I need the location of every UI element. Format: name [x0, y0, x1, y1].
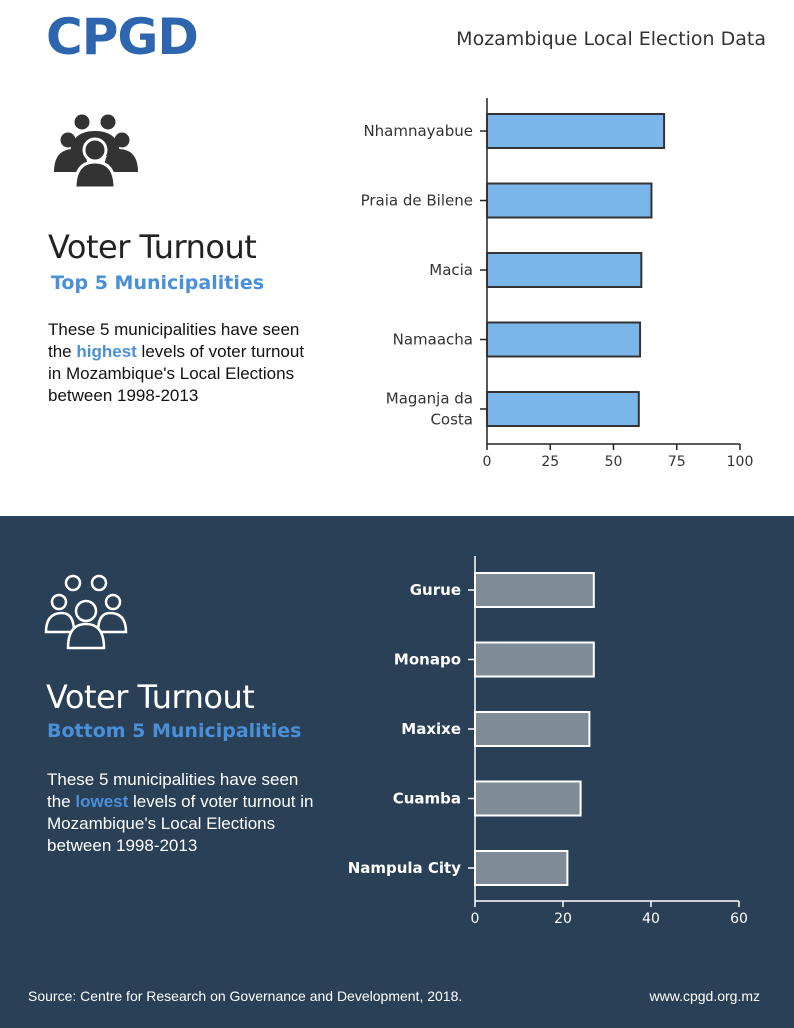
category-label: Nampula City	[347, 859, 461, 877]
category-label: Nhamnayabue	[363, 122, 473, 140]
category-label: Maganja da Costa	[385, 389, 473, 429]
site-title: Mozambique Local Election Data	[456, 28, 766, 50]
cpgd-logo[interactable]: CPGD	[46, 8, 198, 66]
bar	[475, 712, 589, 746]
bottom-section	[0, 516, 794, 1028]
bar	[487, 253, 641, 287]
category-label: Macia	[429, 261, 473, 279]
x-tick-label: 40	[642, 911, 660, 927]
highlight-word: lowest	[75, 792, 129, 811]
bar	[487, 184, 651, 218]
category-label: Namaacha	[392, 330, 473, 349]
source-note: Source: Centre for Research on Governance and Development, 2018.	[28, 988, 463, 1004]
x-tick-label: 0	[482, 454, 492, 470]
top-description: These 5 municipalities have seen the highest levels of voter turnout in Mozambique's Local Elections between 1998-2013	[48, 320, 305, 405]
x-tick-label: 20	[554, 911, 572, 927]
highlight-word: highest	[76, 342, 137, 361]
bar	[487, 114, 664, 148]
bar	[475, 851, 567, 885]
bottom-bar-chart	[0, 516, 794, 1028]
x-tick-label: 50	[604, 454, 623, 470]
bottom-heading: Voter Turnout	[46, 678, 255, 716]
x-tick-label: 100	[726, 454, 754, 470]
category-label: Praia de Bilene	[360, 191, 473, 210]
x-tick-label: 25	[541, 454, 560, 470]
bar	[487, 323, 640, 357]
website-link[interactable]: www.cpgd.org.mz	[649, 988, 760, 1004]
bar	[475, 643, 594, 677]
bottom-subheading: Bottom 5 Municipalities	[47, 720, 302, 742]
category-label: Cuamba	[392, 789, 461, 808]
bar	[487, 392, 639, 426]
x-tick-label: 60	[730, 911, 748, 927]
top-subheading: Top 5 Municipalities	[51, 272, 265, 294]
bar	[475, 573, 594, 607]
x-tick-label: 0	[470, 911, 480, 927]
bar	[475, 782, 581, 816]
category-label: Monapo	[393, 650, 461, 669]
category-label: Gurue	[409, 581, 461, 599]
top-heading: Voter Turnout	[48, 228, 257, 266]
x-tick-label: 75	[667, 454, 686, 470]
category-label: Maxixe	[401, 720, 461, 738]
bottom-description: These 5 municipalities have seen the lowest levels of voter turnout in Mozambique's Local Elections between 1998-2013	[47, 770, 314, 855]
